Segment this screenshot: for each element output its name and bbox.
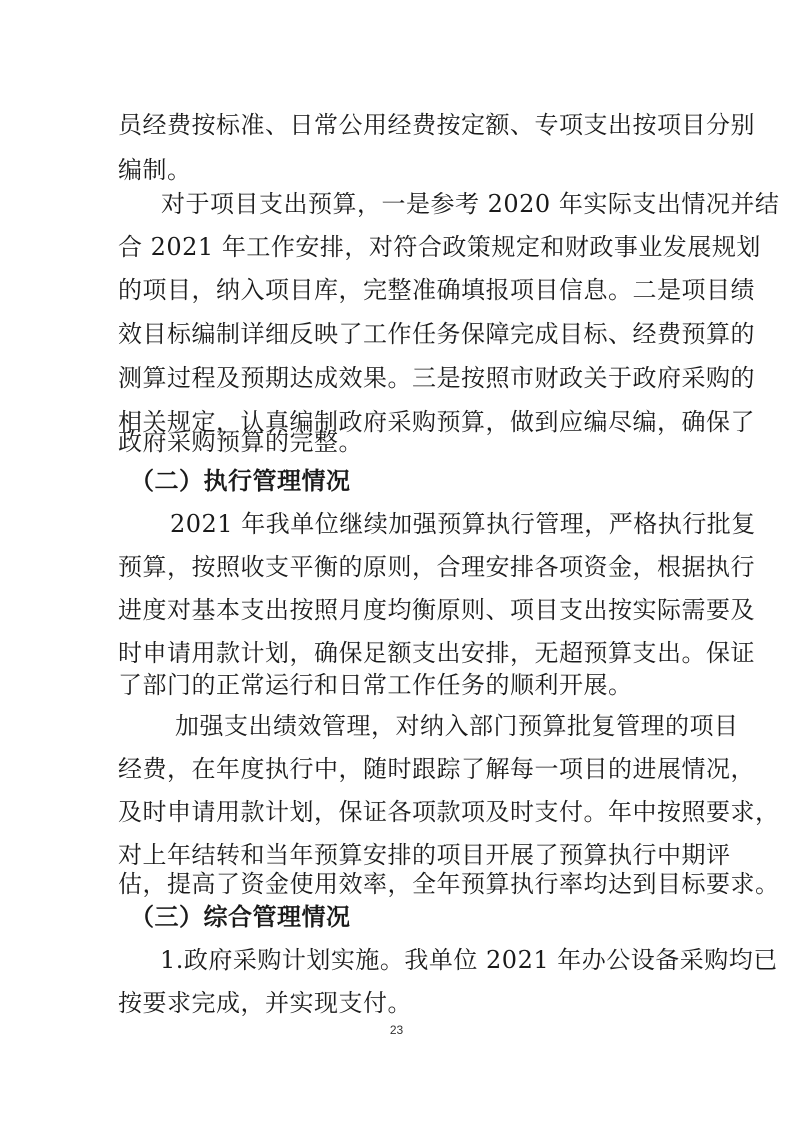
paragraph-line: 进度对基本支出按照月度均衡原则、项目支出按实际需要及 [118, 596, 755, 624]
section-heading: （二）执行管理情况 [130, 466, 351, 495]
paragraph-line: 效目标编制详细反映了工作任务保障完成目标、经费预算的 [118, 320, 755, 348]
paragraph-line: 估，提高了资金使用效率，全年预算执行率均达到目标要求。 [118, 870, 780, 898]
paragraph-line: 政府采购预算的完整。 [118, 428, 363, 456]
paragraph-line: 1.政府采购计划实施。我单位 2021 年办公设备采购均已 [160, 946, 778, 974]
page-number: 23 [389, 1023, 404, 1037]
paragraph-line: 预算，按照收支平衡的原则，合理安排各项资金，根据执行 [118, 553, 755, 581]
paragraph-line: 对于项目支出预算，一是参考 2020 年实际支出情况并结 [161, 190, 780, 218]
paragraph-line: 对上年结转和当年预算安排的项目开展了预算执行中期评 [118, 841, 731, 869]
paragraph-line: 及时申请用款计划，保证各项款项及时支付。年中按照要求， [118, 798, 780, 826]
paragraph-line: 员经费按标准、日常公用经费按定额、专项支出按项目分别 [118, 111, 755, 139]
section-heading: （三）综合管理情况 [130, 902, 351, 931]
paragraph-line: 编制。 [118, 156, 192, 184]
paragraph-line: 测算过程及预期达成效果。三是按照市财政关于政府采购的 [118, 364, 755, 392]
paragraph-line: 时申请用款计划，确保足额支出安排，无超预算支出。保证 [118, 639, 755, 667]
paragraph-line: 合 2021 年工作安排，对符合政策规定和财政事业发展规划 [118, 233, 761, 261]
paragraph-line: 经费，在年度执行中，随时跟踪了解每一项目的进展情况， [118, 755, 755, 783]
paragraph-line: 2021 年我单位继续加强预算执行管理，严格执行批复 [170, 510, 756, 538]
paragraph-line: 按要求完成，并实现支付。 [118, 989, 412, 1017]
paragraph-line: 加强支出绩效管理，对纳入部门预算批复管理的项目 [175, 712, 739, 740]
paragraph-line: 相关规定，认真编制政府采购预算，做到应编尽编，确保了 [118, 408, 755, 436]
paragraph-line: 了部门的正常运行和日常工作任务的顺利开展。 [118, 671, 633, 699]
paragraph-line: 的项目，纳入项目库，完整准确填报项目信息。二是项目绩 [118, 276, 755, 304]
